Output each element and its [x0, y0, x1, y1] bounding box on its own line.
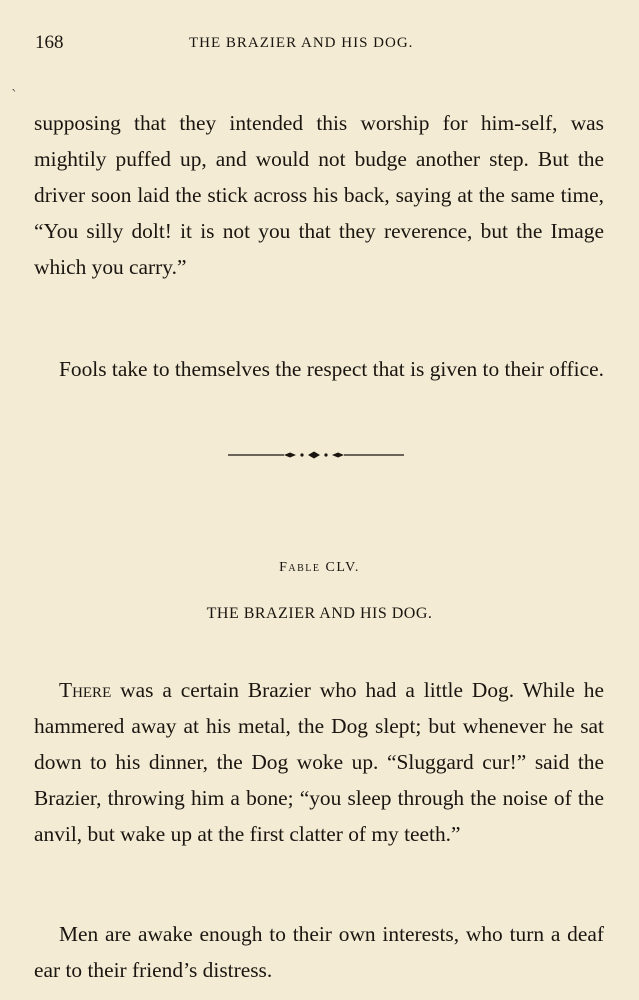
previous-fable-moral: Fools take to themselves the respect that is given to their office. — [59, 357, 604, 382]
fable-title: THE BRAZIER AND HIS DOG. — [206, 605, 433, 622]
fable-number-text: Fable CLV. — [279, 560, 360, 575]
section-divider-ornament — [228, 448, 404, 462]
running-title: THE BRAZIER AND HIS DOG. — [189, 35, 414, 51]
fable-body-paragraph — [34, 672, 604, 852]
running-head — [35, 32, 605, 56]
fable-first-word: There — [59, 678, 112, 703]
fable-body-text: was a certain Brazier who had a little Dog. While he hammered away at his metal, the Dog slept; but whenever he sat down to his dinner, the Dog woke up. “Sluggard cur!” said the Brazier, throwing him a bone; “you sleep through the noise of the anvil, but wake up at the first clatter of my teeth.” — [34, 678, 604, 847]
fable-number-label — [0, 560, 639, 576]
page-number: 168 — [35, 32, 64, 53]
fable-moral: Men are awake enough to their own interests, who turn a deaf ear to their friend’s distress. — [34, 922, 604, 983]
margin-mark: ˋ — [11, 88, 18, 104]
previous-fable-paragraph: supposing that they intended this worship for him-self, was mightily puffed up, and would not budge another step. But the driver soon laid the stick across his back, saying at the same time, “You silly dolt! it is not you that they reverence, but the Image which you carry.” — [34, 111, 604, 280]
